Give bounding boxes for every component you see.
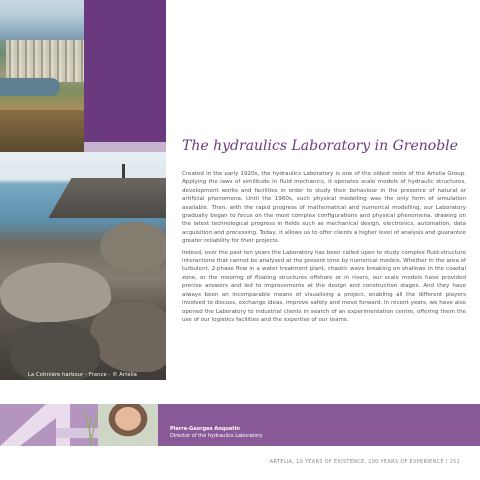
breakwater-photo [0,152,166,380]
photo-caption: La Cotinière harbour - France - © Artelia [28,372,138,378]
signature-band [0,404,480,446]
signature-name: Pierre-Georges Anquetin [170,426,240,432]
signature-role: Director of the hydraulics Laboratory [170,433,263,439]
photo-rock [100,222,166,272]
article-body [182,170,466,327]
article-paragraph: Indeed, over the past ten years the Laboratory has been called upon to study complex fluid-structure interactions that cannot be analysed at the present time by numerical models. Whether in the area of turbulent, 2-phase flow in a water treatment plant, chaotic wave breaking on shallows in the coastal zone, or the mooring of floating structures offshore or in rivers, our scale models have provided precise answers and led to improvements at the design and construction stages. And they have always been an incomparable means of visualising a project, enabling all the different players involved to discuss, exchange ideas, improve safety and move forward. In recent years, we have also opened the Laboratory to industrial clients in search of an experimentation centre, offering them the use of our logistics facilities and the expertise of our teams. [182,249,466,323]
article-title: The hydraulics Laboratory in Grenoble [182,138,458,154]
photo-jetty [48,178,166,218]
lilac-stripe [0,142,166,152]
article-paragraph: Created in the early 1920s, the hydraulics Laboratory is one of the oldest roots of the Artelia Group. Applying the laws of similitude in fluid mechanics, it operates scale models of hydraulic structures, development works and facilities in order to study their behaviour in the presence of natural or artificial phenomena. Until the 1960s, such physical modelling was the only form of simulation available. Then, with the rapid progress of mathematical and numerical modelling, our Laboratory gradually began to focus on the most complex configurations and physical phenomena, drawing on the latest technological progress in fields such as mechanical design, electronics, automation, data acquisition and processing. Today, it allows us to offer clients a higher level of analysis and guarantee greater reliability for their projects. [182,171,466,245]
purple-block [84,0,166,142]
harbour-aerial-photo [0,0,84,152]
page-footer: ARTELIA, 10 YEARS OF EXISTENCE, 100 YEARS OF EXPERIENCE / 151 [269,459,460,465]
director-portrait [98,404,158,446]
photo-harbour [0,78,60,96]
photo-rock [90,302,166,372]
photo-sea [0,14,84,40]
photo-town [6,40,84,82]
